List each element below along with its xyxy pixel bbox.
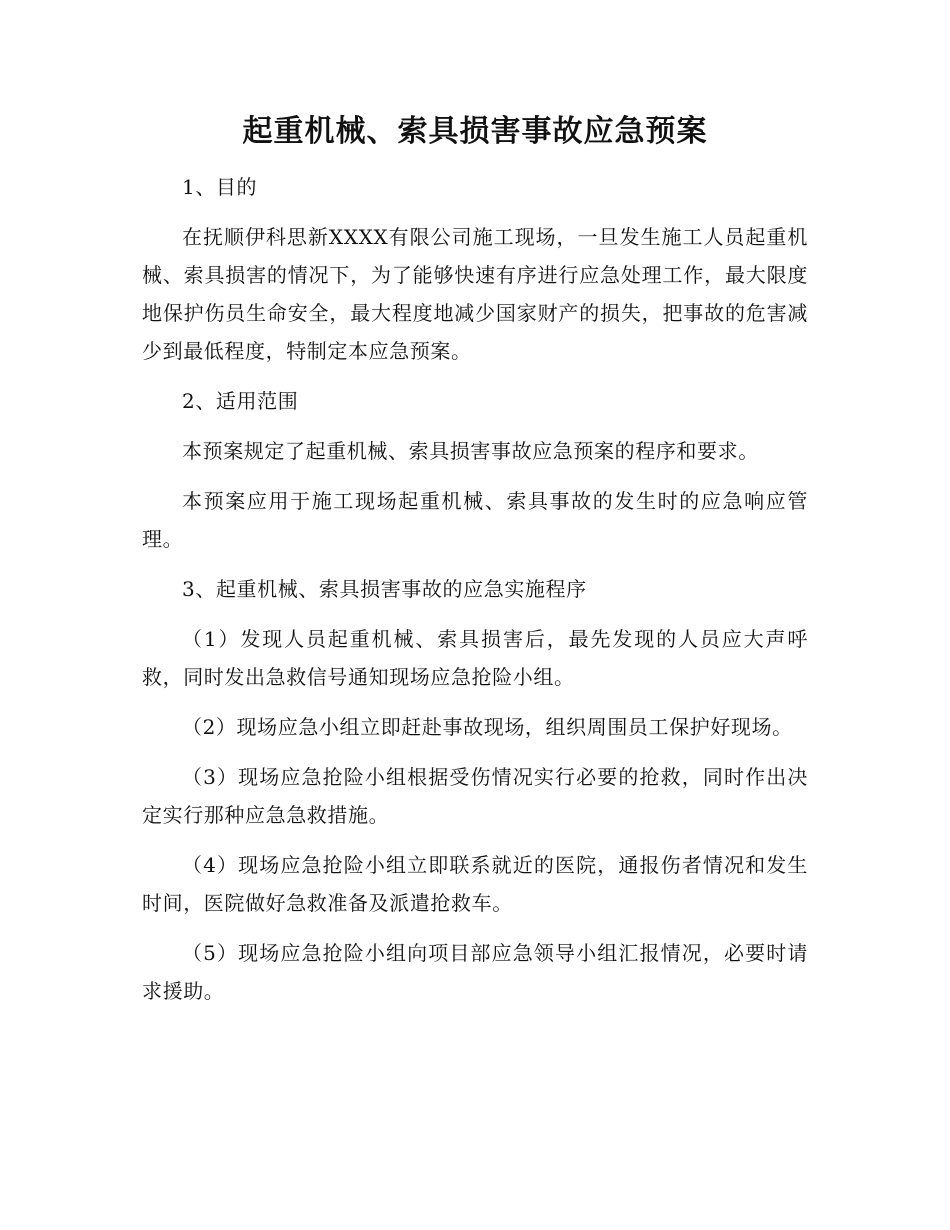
section-heading-purpose: 1、目的	[182, 175, 258, 199]
procedure-step-3: （3）现场应急抢险小组根据受伤情况实行必要的抢救，同时作出决定实行那种应急急救措施。	[142, 765, 808, 827]
paragraph-scope-1: 本预案规定了起重机械、索具损害事故应急预案的程序和要求。	[182, 439, 759, 463]
procedure-step-4: （4）现场应急抢险小组立即联系就近的医院，通报伤者情况和发生时间，医院做好急救准备及派遣抢救车。	[142, 853, 808, 915]
procedure-step-2: （2）现场应急小组立即赶赴事故现场，组织周围员工保护好现场。	[182, 715, 793, 739]
paragraph-purpose: 在抚顺伊科思新XXXX有限公司施工现场，一旦发生施工人员起重机械、索具损害的情况下，为了能够快速有序进行应急处理工作，最大限度地保护伤员生命安全，最大程度地减少国家财产的损失，把事故的危害减少到最低程度，特制定本应急预案。	[142, 225, 808, 363]
procedure-step-5: （5）现场应急抢险小组向项目部应急领导小组汇报情况，必要时请求援助。	[142, 941, 808, 1003]
procedure-step-1: （1）发现人员起重机械、索具损害后，最先发现的人员应大声呼救，同时发出急救信号通知现场应急抢险小组。	[142, 627, 808, 689]
section-heading-procedure: 3、起重机械、索具损害事故的应急实施程序	[182, 577, 587, 601]
section-heading-scope: 2、适用范围	[182, 389, 299, 413]
document-body	[142, 168, 808, 1010]
document-title: 起重机械、索具损害事故应急预案	[242, 114, 708, 149]
paragraph-scope-2: 本预案应用于施工现场起重机械、索具事故的发生时的应急响应管理。	[142, 489, 808, 551]
